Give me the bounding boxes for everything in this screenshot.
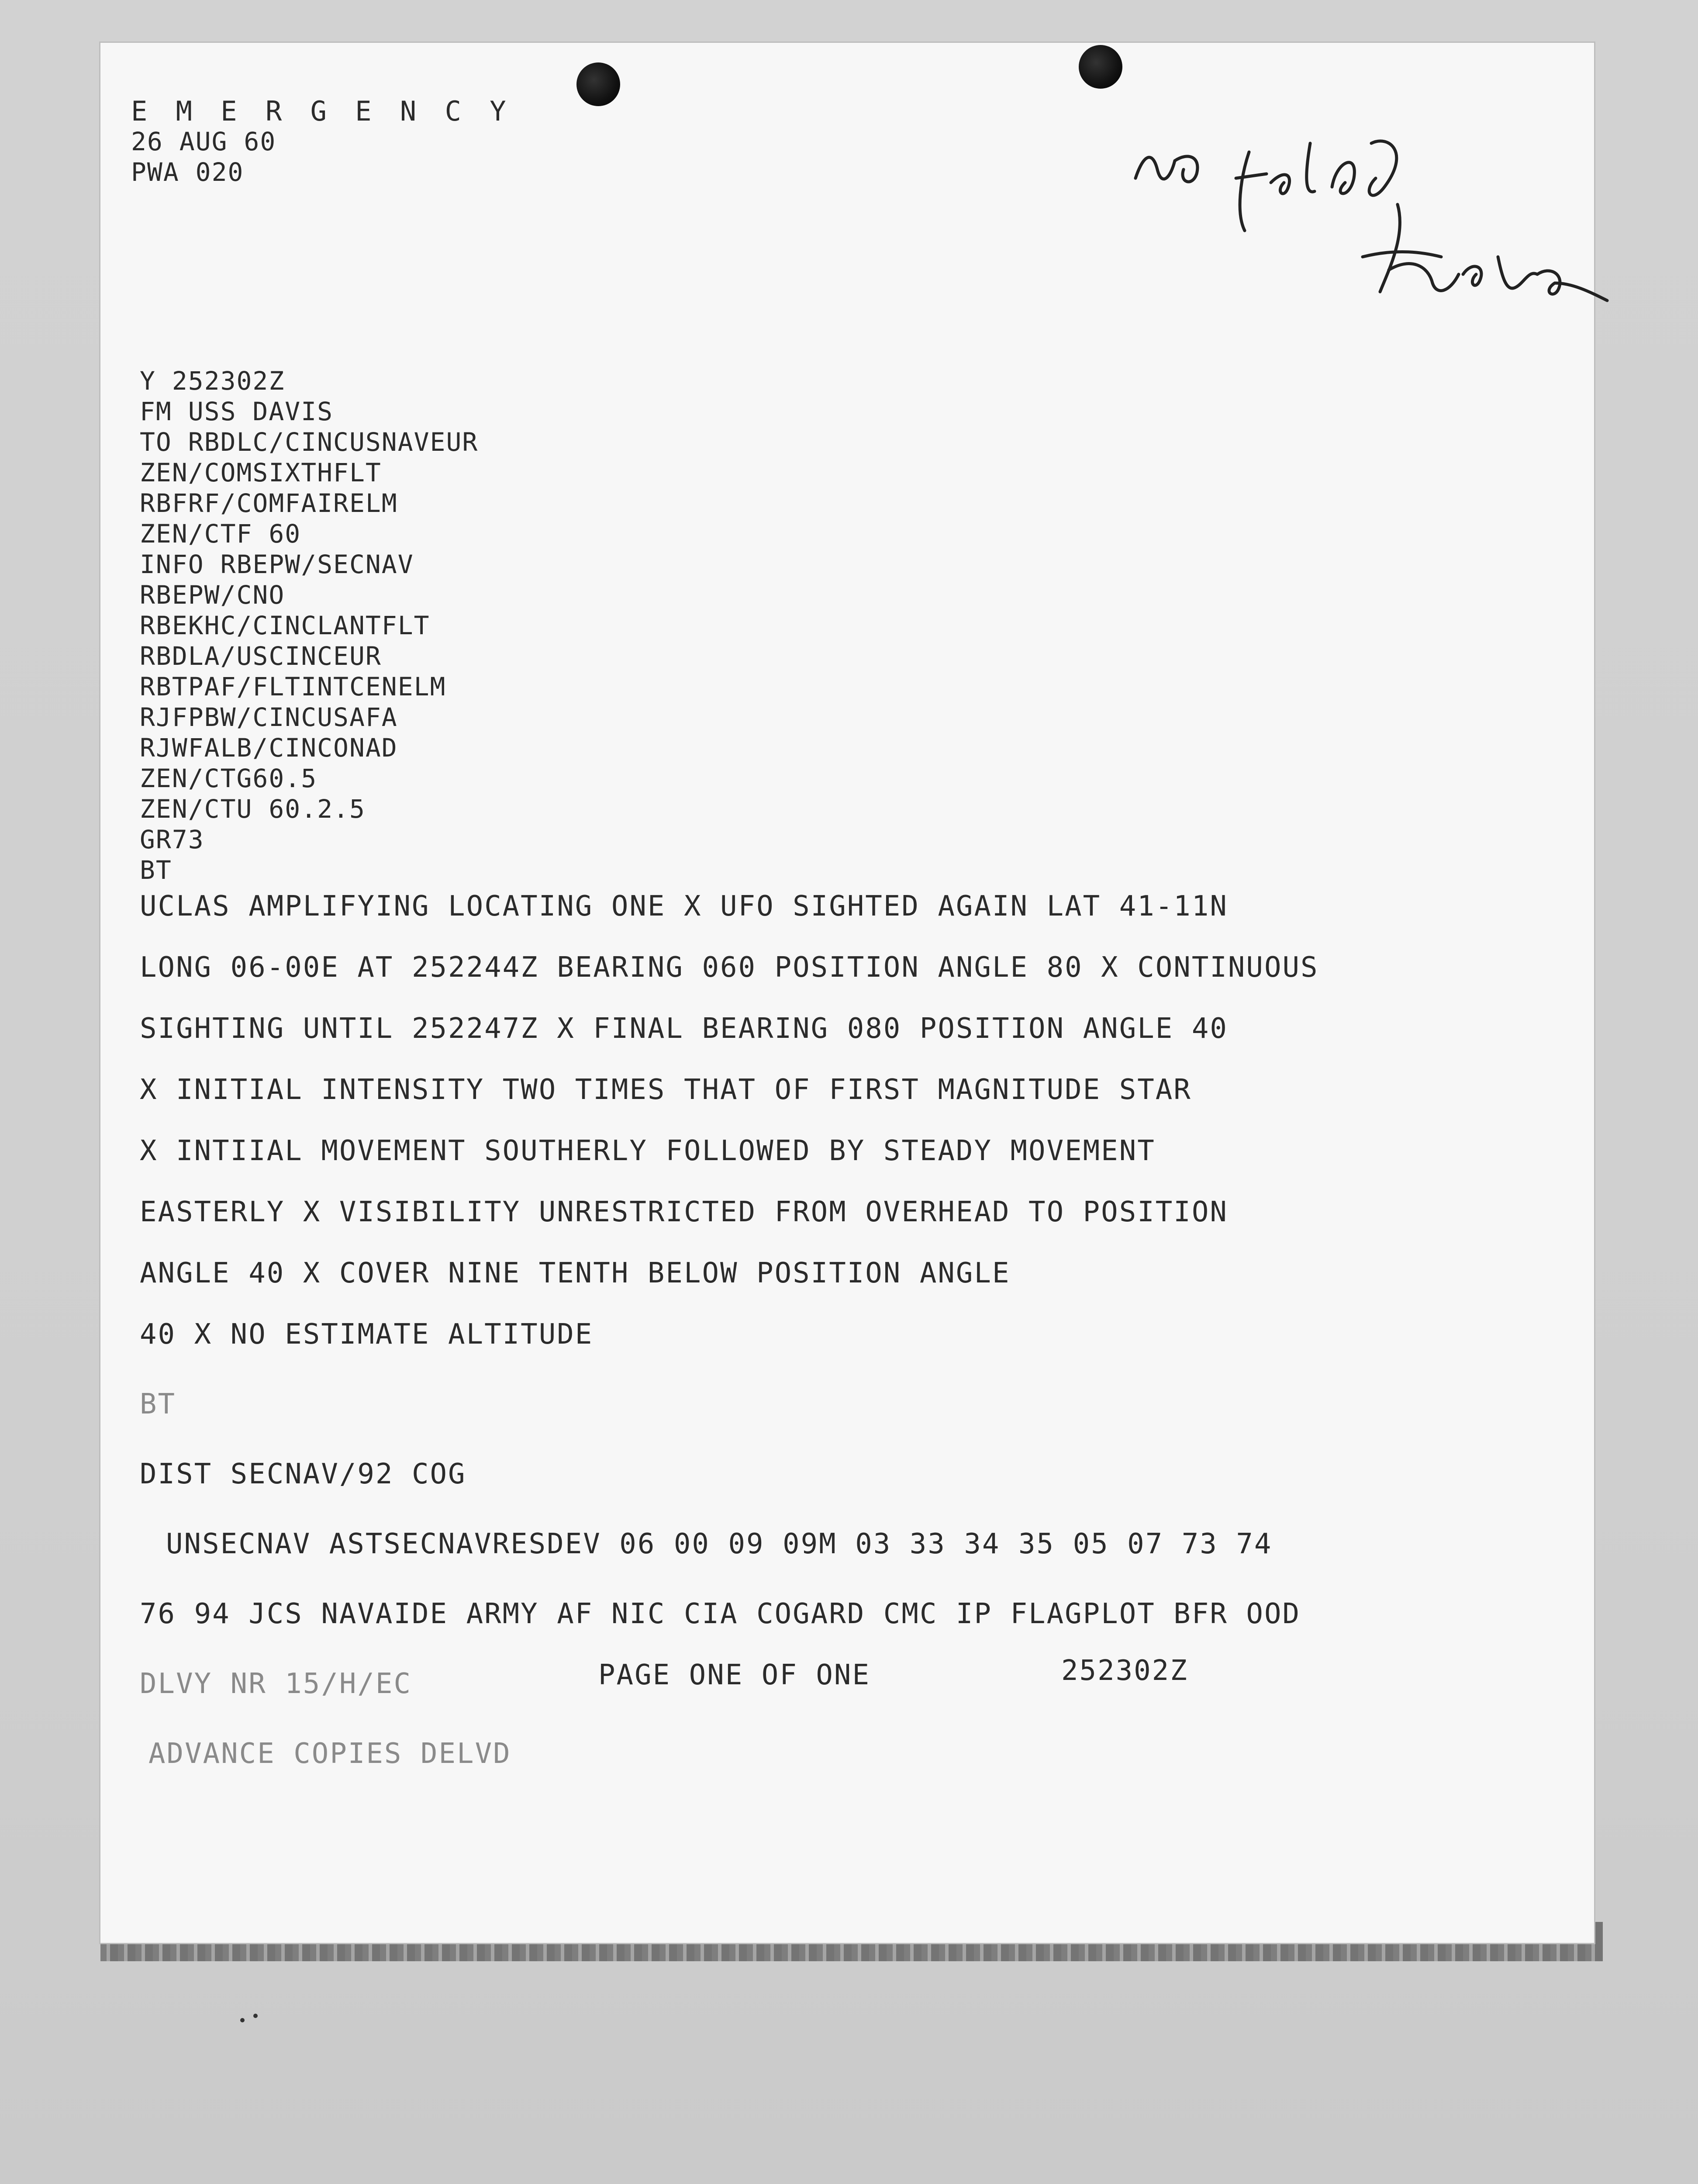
distribution-line: 76 94 JCS NAVAIDE ARMY AF NIC CIA COGARD CMC IP FLAGPLOT BFR OOD — [140, 1598, 1301, 1630]
routing-line: RBDLA/USCINCEUR — [140, 641, 382, 671]
speck — [240, 2018, 245, 2022]
routing-line: GR73 — [140, 825, 204, 854]
body-line: ANGLE 40 X COVER NINE TENTH BELOW POSITION ANGLE — [140, 1257, 1011, 1289]
page-indicator: PAGE ONE OF ONE — [598, 1659, 870, 1691]
teletype-message-sheet — [100, 43, 1594, 1943]
routing-line: BT — [140, 855, 172, 885]
delivery-number: DLVY NR 15/H/EC — [140, 1668, 412, 1700]
routing-line: TO RBDLC/CINCUSNAVEUR — [140, 427, 479, 457]
distribution-line: UNSECNAV ASTSECNAVRESDEV 06 00 09 09M 03 33 34 35 05 07 73 74 — [166, 1528, 1273, 1560]
precedence-header: E M E R G E N C Y — [131, 95, 512, 127]
routing-line: ZEN/CTU 60.2.5 — [140, 794, 366, 824]
closing-bt: BT — [140, 1388, 176, 1420]
advance-copies: ADVANCE COPIES DELVD — [148, 1738, 511, 1770]
routing-line: ZEN/CTG60.5 — [140, 764, 318, 793]
speck — [253, 2014, 258, 2018]
routing-line: RJFPBW/CINCUSAFA — [140, 702, 398, 732]
date-time-group: 252302Z — [1061, 1655, 1188, 1687]
routing-line: Y 252302Z — [140, 366, 285, 396]
punch-hole — [1079, 45, 1122, 89]
body-line: 40 X NO ESTIMATE ALTITUDE — [140, 1318, 594, 1351]
body-line: UCLAS AMPLIFYING LOCATING ONE X UFO SIGHTED AGAIN LAT 41-11N — [140, 890, 1228, 923]
body-line: LONG 06-00E AT 252244Z BEARING 060 POSITION ANGLE 80 X CONTINUOUS — [140, 951, 1319, 984]
body-line: SIGHTING UNTIL 252247Z X FINAL BEARING 080 POSITION ANGLE 40 — [140, 1013, 1228, 1045]
message-date: 26 AUG 60 — [131, 127, 276, 156]
body-line: X INTIIAL MOVEMENT SOUTHERLY FOLLOWED BY STEADY MOVEMENT — [140, 1135, 1156, 1167]
routing-line: RBEKHC/CINCLANTFLT — [140, 611, 430, 640]
distribution-line: DIST SECNAV/92 COG — [140, 1458, 466, 1490]
routing-line: ZEN/CTF 60 — [140, 519, 301, 549]
routing-line: FM USS DAVIS — [140, 397, 334, 426]
routing-line: RJWFALB/CINCONAD — [140, 733, 398, 763]
handwritten-note-signature — [1127, 126, 1642, 327]
message-ref: PWA 020 — [131, 157, 244, 187]
body-line: X INITIAL INTENSITY TWO TIMES THAT OF FIRST MAGNITUDE STAR — [140, 1074, 1192, 1106]
routing-line: INFO RBEPW/SECNAV — [140, 549, 414, 579]
body-line: EASTERLY X VISIBILITY UNRESTRICTED FROM OVERHEAD TO POSITION — [140, 1196, 1228, 1228]
routing-line: RBTPAF/FLTINTCENELM — [140, 672, 446, 702]
routing-line: ZEN/COMSIXTHFLT — [140, 458, 382, 487]
punch-hole — [576, 62, 620, 106]
routing-line: RBEPW/CNO — [140, 580, 285, 610]
routing-line: RBFRF/COMFAIRELM — [140, 488, 398, 518]
